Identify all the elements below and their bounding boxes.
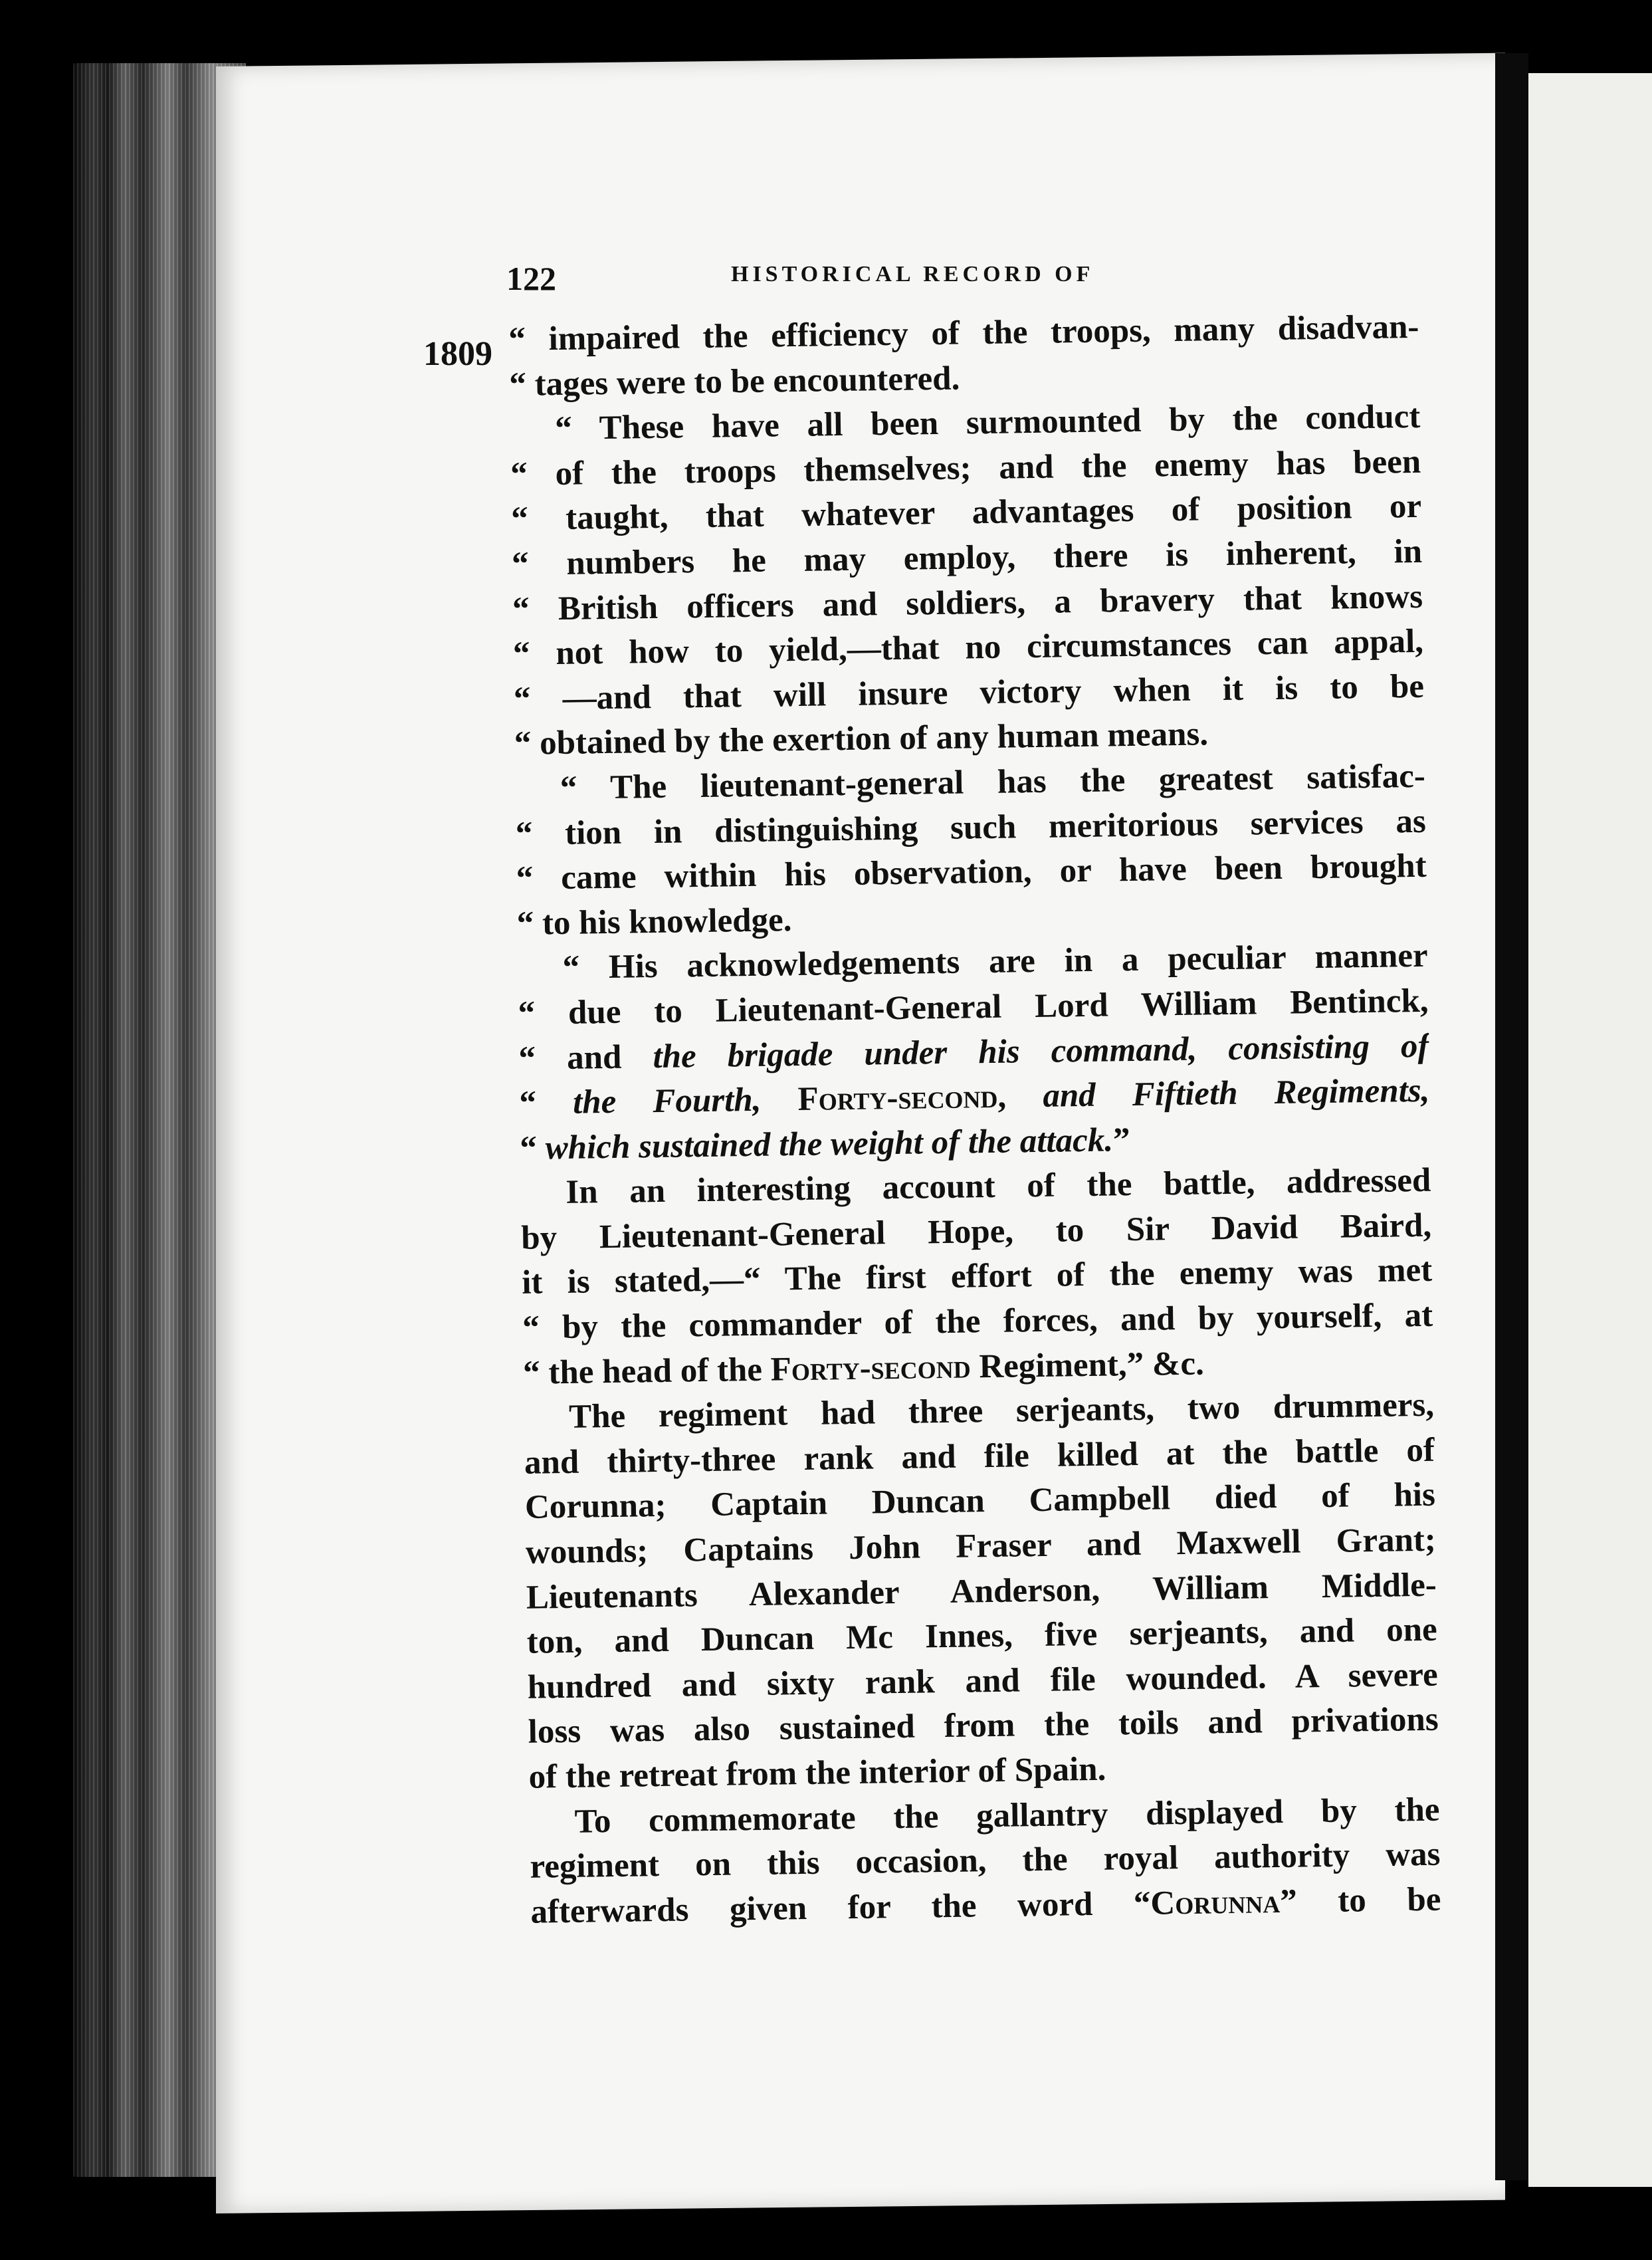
italic-span: which sustained the weight of the attack.: [545, 1121, 1114, 1167]
text-line: “ to his knowledge.: [516, 901, 792, 943]
text-line: of the retreat from the interior of Spain.: [528, 1750, 1106, 1796]
text-line: “ numbers he may employ, there is inherent, in: [511, 532, 1423, 583]
text-line: “ not how to yield,—that no circumstances can appal,: [512, 622, 1424, 673]
text-line: regiment on this occasion, the royal authority was: [530, 1835, 1441, 1886]
text-span: ” to be: [1279, 1880, 1441, 1920]
text-line: In an interesting account of the battle, addressed: [565, 1162, 1431, 1212]
running-head: HISTORICAL RECORD OF: [731, 262, 1094, 286]
text-line: “ —and that will insure victory when it is to be: [513, 667, 1425, 718]
text-line: “ These have all been surmounted by the conduct: [554, 398, 1421, 448]
text-span: “ the head of the: [522, 1351, 763, 1392]
facing-page-edge: [1528, 73, 1652, 2187]
small-caps-span: Corunna: [1150, 1882, 1281, 1922]
italic-span: the Fourth,: [572, 1081, 762, 1121]
text-line: “ British officers and soldiers, a bravery that knows: [512, 578, 1423, 628]
text-line: “ tion in distinguishing such meritorious services as: [515, 802, 1427, 853]
text-line: “ taught, that whatever advantages of position or: [510, 488, 1422, 538]
margin-year: 1809: [423, 335, 492, 373]
text-line: Lieutenants Alexander Anderson, William Middle-: [526, 1566, 1437, 1617]
text-line: “ came within his observation, or have been brought: [516, 847, 1427, 898]
italic-span: and Fiftieth Regiments,: [1042, 1072, 1430, 1115]
text-line: wounds; Captains John Fraser and Maxwell Grant;: [525, 1521, 1437, 1571]
text-line: “ impaired the efficiency of the troops, many disadvan-: [508, 308, 1419, 358]
text-span: ”: [1112, 1121, 1130, 1159]
text-line: Corunna; Captain Duncan Campbell died of his: [524, 1476, 1436, 1527]
text-line: hundred and sixty rank and file wounded. A severe: [527, 1656, 1439, 1706]
body-text: [508, 305, 1441, 1935]
text-line: “ by the commander of the forces, and by yourself, at: [522, 1296, 1433, 1347]
small-caps-span: Forty-second: [770, 1348, 971, 1389]
text-span: Regiment,” &c.: [978, 1345, 1205, 1385]
text-span: “: [519, 1084, 537, 1122]
text-line: “ His acknowledgements are in a peculiar manner: [562, 937, 1428, 987]
text-line: by Lieutenant-General Hope, to Sir David Baird,: [520, 1206, 1432, 1257]
page-header: [292, 193, 1289, 297]
italic-span: the brigade under his command, consisting of: [653, 1027, 1429, 1075]
text-span: afterwards given for the word “: [530, 1884, 1151, 1931]
text-line: “ obtained by the exertion of any human means.: [514, 715, 1209, 763]
text-line: The regiment had three serjeants, two drummers,: [568, 1386, 1435, 1436]
text-line: “ due to Lieutenant-General Lord William Bentinck,: [518, 982, 1429, 1032]
text-line: and thirty-three rank and file killed at the battle of: [524, 1431, 1435, 1482]
text-line: it is stated,—“ The first effort of the enemy was met: [521, 1252, 1433, 1302]
book-gutter: [1495, 53, 1528, 2180]
text-line: “ The lieutenant-general has the greatest satisfac-: [560, 757, 1426, 807]
text-line: “ of the troops themselves; and the enemy has been: [510, 443, 1421, 493]
text-line: ton, and Duncan Mc Innes, five serjeants, and one: [526, 1611, 1438, 1662]
text-span: “ and: [518, 1038, 622, 1077]
text-span: “: [520, 1129, 538, 1167]
text-line: loss was also sustained from the toils and privations: [528, 1701, 1439, 1752]
page-number: 122: [506, 260, 556, 297]
text-line: “ tages were to be encountered.: [509, 360, 960, 403]
text-line: To commemorate the gallantry displayed by the: [574, 1791, 1440, 1841]
small-caps-span: Forty-second,: [797, 1077, 1007, 1119]
